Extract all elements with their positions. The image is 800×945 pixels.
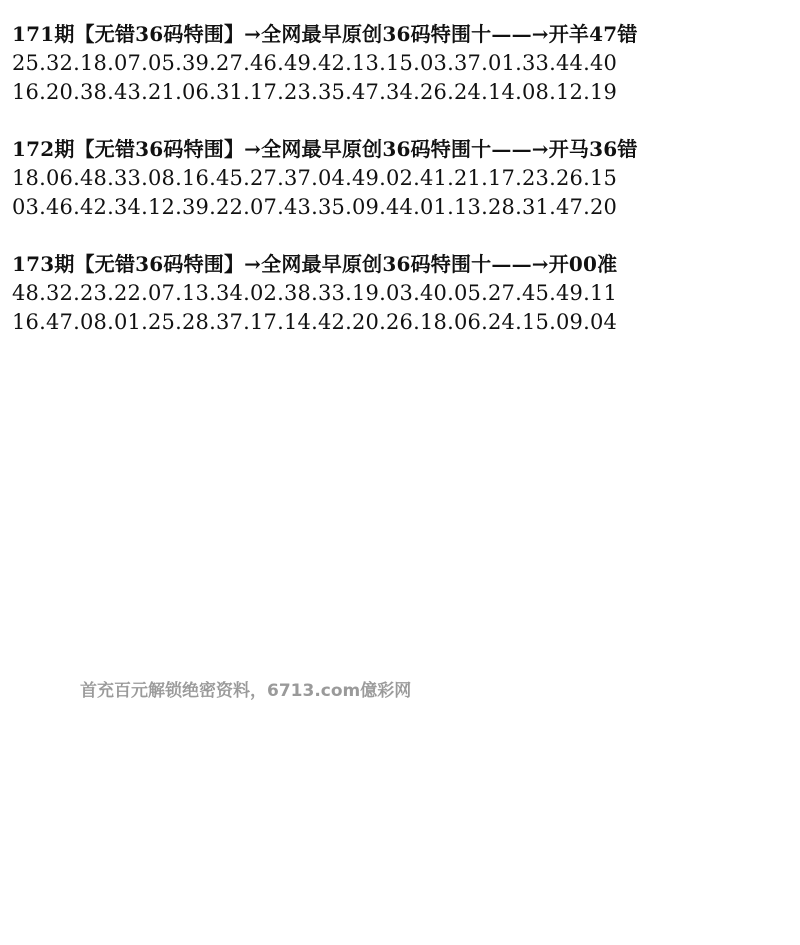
issue-171-numbers-row-1: 25.32.18.07.05.39.27.46.49.42.13.15.03.37.01.33.44.40 (12, 51, 618, 75)
issue-173-numbers-row-1: 48.32.23.22.07.13.34.02.38.33.19.03.40.05.27.45.49.11 (12, 281, 618, 305)
issue-172-block (12, 135, 792, 222)
issue-173-numbers-row-2: 16.47.08.01.25.28.37.17.14.42.20.26.18.06.24.15.09.04 (12, 310, 618, 334)
issue-173-header: 173期【无错36码特围】→全网最早原创36码特围十——→开00准 (12, 252, 618, 276)
issue-171-block (12, 20, 792, 107)
issue-172-header: 172期【无错36码特围】→全网最早原创36码特围十——→开马36错 (12, 137, 638, 161)
watermark-text: 首充百元解锁绝密资料，6713.com億彩网 (80, 681, 412, 701)
document-body (12, 20, 792, 365)
issue-171-numbers-row-2: 16.20.38.43.21.06.31.17.23.35.47.34.26.24.14.08.12.19 (12, 80, 618, 104)
issue-172-numbers-row-1: 18.06.48.33.08.16.45.27.37.04.49.02.41.21.17.23.26.15 (12, 166, 618, 190)
issue-172-numbers-row-2: 03.46.42.34.12.39.22.07.43.35.09.44.01.13.28.31.47.20 (12, 195, 618, 219)
issue-173-block (12, 250, 792, 337)
issue-171-header: 171期【无错36码特围】→全网最早原创36码特围十——→开羊47错 (12, 22, 638, 46)
